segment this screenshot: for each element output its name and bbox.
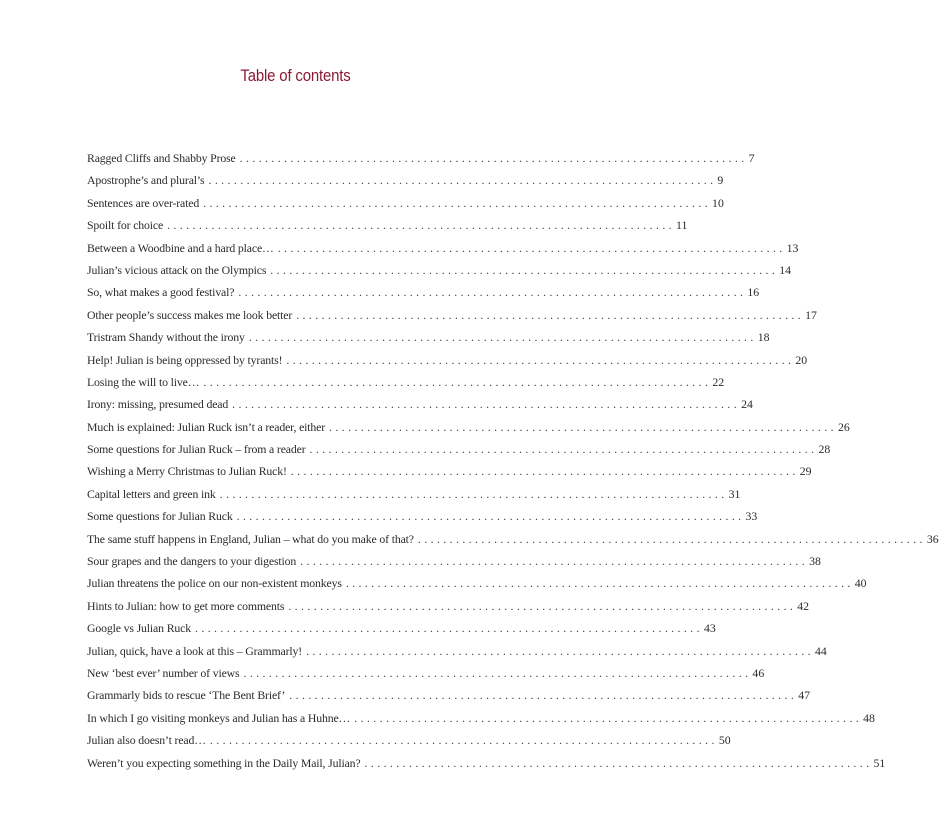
toc-entry-title: Some questions for Julian Ruck – from a reader	[87, 442, 306, 457]
toc-page-number: 50	[718, 733, 731, 748]
toc-page-number: 22	[712, 374, 725, 389]
toc-dot-leader: ................................................................................	[417, 531, 926, 546]
toc-dot-leader: ................................................................................	[203, 374, 712, 389]
toc-dot-leader: ................................................................................	[236, 509, 745, 524]
toc-dot-leader: ................................................................................	[277, 240, 786, 255]
toc-entry-title: Apostrophe’s and plural’s	[87, 173, 205, 188]
toc-page-number: 10	[712, 195, 724, 210]
toc-entry-title: Irony: missing, presumed dead	[87, 397, 229, 412]
toc-page-number: 11	[676, 218, 688, 233]
toc-dot-leader: ................................................................................	[209, 733, 718, 748]
toc-entry-title: Julian threatens the police on our non-existent monkeys	[87, 576, 342, 591]
toc-dot-leader: ................................................................................	[286, 352, 795, 367]
toc-entry[interactable]	[87, 371, 725, 393]
toc-page-number: 46	[752, 665, 765, 680]
toc-entry-title: New ‘best ever’ number of views	[87, 665, 240, 680]
toc-entry-title: Wishing a Merry Christmas to Julian Ruck!	[87, 464, 287, 479]
toc-list	[87, 147, 939, 774]
toc-entry-title: Tristram Shandy without the irony	[87, 330, 245, 345]
toc-entry-title: Capital letters and green ink	[87, 486, 216, 501]
toc-page-number: 16	[747, 285, 760, 300]
toc-entry[interactable]	[87, 147, 755, 169]
toc-page-number: 28	[818, 442, 831, 457]
toc-entry[interactable]	[87, 617, 716, 639]
toc-entry[interactable]	[87, 595, 810, 617]
toc-entry-title: Hints to Julian: how to get more comments	[87, 598, 285, 613]
toc-entry[interactable]	[87, 169, 724, 191]
toc-dot-leader: ................................................................................	[329, 419, 837, 434]
toc-entry[interactable]	[87, 707, 875, 729]
toc-page-number: 33	[745, 509, 758, 524]
toc-entry[interactable]	[87, 640, 827, 662]
toc-entry[interactable]	[87, 304, 817, 326]
toc-entry-title: Spoilt for choice	[87, 218, 164, 233]
toc-dot-leader: ................................................................................	[203, 195, 712, 210]
toc-dot-leader: ................................................................................	[270, 262, 779, 277]
toc-dot-leader: ................................................................................	[345, 576, 854, 591]
toc-dot-leader: ................................................................................	[289, 688, 798, 703]
toc-dot-leader: ................................................................................	[309, 442, 818, 457]
toc-entry-title: Ragged Cliffs and Shabby Prose	[87, 151, 236, 165]
toc-page-number: 43	[703, 621, 716, 636]
toc-dot-leader: ................................................................................	[296, 307, 805, 322]
toc-page-number: 24	[741, 397, 753, 412]
toc-entry[interactable]	[87, 326, 770, 348]
toc-page-number: 14	[779, 262, 791, 277]
toc-entry-title: Sour grapes and the dangers to your digestion	[87, 554, 297, 569]
toc-entry[interactable]	[87, 729, 731, 751]
toc-entry-title: Grammarly bids to rescue ‘The Bent Brief’	[87, 688, 286, 703]
toc-page-number: 48	[863, 710, 875, 725]
toc-entry[interactable]	[87, 438, 831, 460]
toc-entry-title: Some questions for Julian Ruck	[87, 509, 233, 524]
toc-entry[interactable]	[87, 192, 724, 214]
toc-heading: Table of contents	[240, 66, 351, 85]
toc-entry-title: Other people’s success makes me look better	[87, 307, 293, 322]
toc-entry[interactable]	[87, 505, 758, 527]
toc-entry[interactable]	[87, 349, 808, 371]
toc-entry-title: In which I go visiting monkeys and Julian has a Huhne…	[87, 710, 351, 725]
toc-dot-leader: ................................................................................	[290, 464, 799, 479]
toc-entry[interactable]	[87, 662, 765, 684]
toc-dot-leader: ................................................................................	[248, 330, 757, 345]
toc-dot-leader: ................................................................................	[195, 621, 703, 636]
toc-entry-title: Between a Woodbine and a hard place…	[87, 240, 274, 255]
toc-page-number: 36	[926, 531, 939, 546]
toc-dot-leader: ................................................................................	[208, 173, 717, 188]
toc-dot-leader: ................................................................................	[219, 486, 728, 501]
toc-entry-title: The same stuff happens in England, Julian – what do you make of that?	[87, 531, 414, 546]
toc-entry[interactable]	[87, 237, 799, 259]
toc-page-number: 17	[805, 307, 817, 322]
toc-entry-title: Julian, quick, have a look at this – Grammarly!	[87, 643, 303, 658]
toc-dot-leader: ................................................................................	[288, 598, 797, 613]
toc-entry[interactable]	[87, 259, 791, 281]
toc-dot-leader: ................................................................................	[232, 397, 741, 412]
toc-page-number: 13	[786, 240, 799, 255]
toc-entry-title: Help! Julian is being oppressed by tyrants!	[87, 352, 283, 367]
toc-entry-title: Sentences are over-rated	[87, 195, 200, 210]
toc-entry[interactable]	[87, 752, 886, 774]
toc-entry-title: Weren’t you expecting something in the Daily Mail, Julian?	[87, 755, 361, 770]
toc-page-number: 47	[798, 688, 810, 703]
toc-entry[interactable]	[87, 460, 812, 482]
toc-entry[interactable]	[87, 393, 753, 415]
toc-dot-leader: ................................................................................	[306, 643, 815, 658]
toc-page-number: 18	[757, 330, 770, 345]
toc-entry[interactable]	[87, 214, 688, 236]
toc-entry[interactable]	[87, 550, 821, 572]
toc-dot-leader: ................................................................................	[354, 710, 863, 725]
toc-page-number: 29	[799, 464, 812, 479]
toc-dot-leader: ................................................................................	[239, 151, 748, 165]
toc-entry[interactable]	[87, 528, 939, 550]
toc-entry[interactable]	[87, 416, 850, 438]
toc-dot-leader: ................................................................................	[243, 665, 752, 680]
toc-page-number: 38	[809, 554, 821, 569]
toc-entry[interactable]	[87, 572, 867, 594]
toc-entry-title: Losing the will to live…	[87, 374, 200, 389]
toc-entry[interactable]	[87, 483, 741, 505]
toc-entry-title: Julian also doesn’t read…	[87, 733, 206, 748]
toc-entry-title: Google vs Julian Ruck	[87, 621, 191, 636]
toc-entry-title: Julian’s vicious attack on the Olympics	[87, 262, 267, 277]
toc-entry[interactable]	[87, 281, 760, 303]
toc-dot-leader: ................................................................................	[300, 554, 809, 569]
toc-page-number: 44	[815, 643, 827, 658]
toc-page-number: 7	[748, 151, 755, 165]
toc-dot-leader: ................................................................................	[167, 218, 676, 233]
toc-dot-leader: ................................................................................	[364, 755, 873, 770]
toc-page-number: 51	[873, 755, 886, 770]
toc-page-number: 20	[795, 352, 808, 367]
toc-page-number: 31	[728, 486, 741, 501]
toc-page-number: 40	[854, 576, 867, 591]
toc-page-number: 26	[837, 419, 850, 434]
toc-page-number: 9	[717, 173, 724, 188]
toc-page-number: 42	[797, 598, 810, 613]
toc-entry[interactable]	[87, 684, 810, 706]
toc-dot-leader: ................................................................................	[238, 285, 747, 300]
toc-entry-title: Much is explained: Julian Ruck isn’t a reader, either	[87, 419, 326, 434]
toc-entry-title: So, what makes a good festival?	[87, 285, 235, 300]
